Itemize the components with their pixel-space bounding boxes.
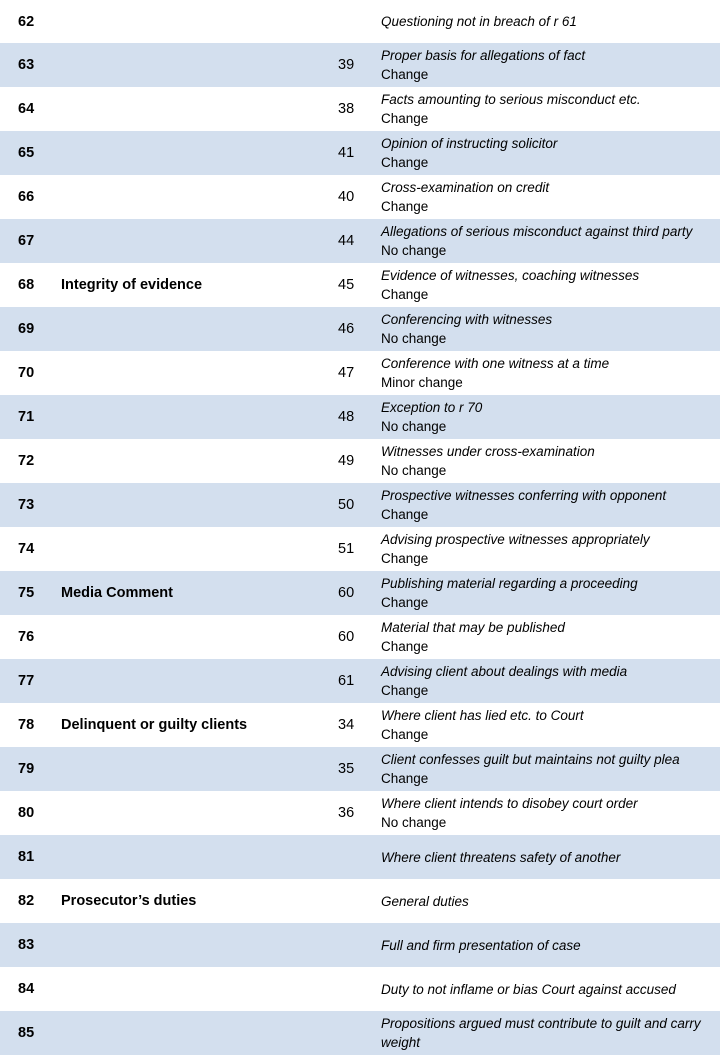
change-status: No change: [381, 243, 447, 258]
rule-description: [381, 706, 720, 744]
rule-description: [381, 980, 720, 999]
rule-description: [381, 1014, 720, 1052]
rule-number: 72: [18, 453, 35, 469]
old-rule-number: 36: [338, 805, 355, 821]
rule-number: 65: [18, 145, 35, 161]
change-status: Change: [381, 727, 429, 742]
rule-title: Conference with one witness at a time: [381, 356, 610, 371]
rule-description: [381, 618, 720, 656]
rule-number: 63: [18, 57, 35, 73]
rule-description: [381, 936, 720, 955]
rule-title: Where client threatens safety of another: [381, 849, 621, 865]
old-rule-number: [320, 14, 381, 30]
rule-title: Advising client about dealings with media: [381, 664, 628, 679]
rule-description: [381, 310, 720, 348]
change-status: No change: [381, 419, 447, 434]
old-rule-number: [320, 1025, 381, 1041]
rule-number: 83: [18, 937, 35, 953]
table-row: [0, 439, 720, 483]
change-status: Change: [381, 507, 429, 522]
rule-description: [381, 90, 720, 128]
table-row: [0, 571, 720, 615]
table-row: [0, 131, 720, 175]
rule-number: 66: [18, 189, 35, 205]
old-rule-number: 46: [338, 321, 355, 337]
old-rule-number: 45: [338, 277, 355, 293]
rule-number: 77: [18, 673, 35, 689]
rule-number: 82: [18, 893, 35, 909]
change-status: Change: [381, 551, 429, 566]
change-status: Minor change: [381, 375, 463, 390]
rule-number: 68: [18, 277, 35, 293]
old-rule-number: 48: [338, 409, 355, 425]
change-status: Change: [381, 67, 429, 82]
table-row: [0, 879, 720, 923]
rule-title: Propositions argued must contribute to guilt and carry weight: [381, 1016, 701, 1050]
old-rule-number: 40: [338, 189, 355, 205]
change-status: Change: [381, 683, 429, 698]
rule-description: [381, 134, 720, 172]
table-row: [0, 219, 720, 263]
rule-number: 81: [18, 849, 35, 865]
table-row: [0, 43, 720, 87]
rule-number: 73: [18, 497, 35, 513]
rule-title: Proper basis for allegations of fact: [381, 48, 586, 63]
change-status: Change: [381, 111, 429, 126]
table-row: [0, 0, 720, 43]
table-row: [0, 351, 720, 395]
rule-title: Facts amounting to serious misconduct etc.: [381, 92, 641, 107]
rule-title: Allegations of serious misconduct against third party: [381, 224, 693, 239]
rule-title: Cross-examination on credit: [381, 180, 550, 195]
old-rule-number: 60: [338, 629, 355, 645]
rule-title: Conferencing with witnesses: [381, 312, 553, 327]
table-row: [0, 527, 720, 571]
rule-description: [381, 486, 720, 524]
table-row: [0, 747, 720, 791]
old-rule-number: [320, 981, 381, 997]
old-rule-number: 38: [338, 101, 355, 117]
table-row: [0, 1011, 720, 1055]
table-row: [0, 395, 720, 439]
table-row: [0, 923, 720, 967]
rule-title: Where client has lied etc. to Court: [381, 708, 584, 723]
change-status: Change: [381, 155, 429, 170]
rule-description: [381, 750, 720, 788]
rule-description: [381, 662, 720, 700]
rule-topic: Delinquent or guilty clients: [61, 717, 248, 733]
old-rule-number: 51: [338, 541, 355, 557]
old-rule-number: 50: [338, 497, 355, 513]
rule-number: 71: [18, 409, 35, 425]
table-row: [0, 659, 720, 703]
table-row: [0, 835, 720, 879]
table-row: [0, 175, 720, 219]
old-rule-number: 44: [338, 233, 355, 249]
rule-title: Full and firm presentation of case: [381, 937, 581, 953]
rule-description: [381, 530, 720, 568]
rule-number: 69: [18, 321, 35, 337]
rule-title: General duties: [381, 893, 469, 909]
rule-number: 79: [18, 761, 35, 777]
rule-description: [381, 222, 720, 260]
table-row: [0, 307, 720, 351]
old-rule-number: 61: [338, 673, 355, 689]
rule-description: [381, 442, 720, 480]
table-row: [0, 615, 720, 659]
table-row: [0, 703, 720, 747]
rule-title: Evidence of witnesses, coaching witnesses: [381, 268, 640, 283]
rule-description: [381, 178, 720, 216]
rule-number: 80: [18, 805, 35, 821]
rule-title: Opinion of instructing solicitor: [381, 136, 558, 151]
old-rule-number: [320, 893, 381, 909]
old-rule-number: 34: [338, 717, 355, 733]
change-status: Change: [381, 199, 429, 214]
table-row: [0, 263, 720, 307]
rule-number: 74: [18, 541, 35, 557]
rule-description: [381, 266, 720, 304]
rule-title: Publishing material regarding a proceeding: [381, 576, 638, 591]
rule-title: Where client intends to disobey court order: [381, 796, 638, 811]
change-status: Change: [381, 639, 429, 654]
rule-number: 62: [18, 13, 35, 30]
change-status: Change: [381, 595, 429, 610]
rule-description: [381, 848, 720, 867]
rule-title: Duty to not inflame or bias Court against accused: [381, 981, 676, 997]
change-status: No change: [381, 815, 447, 830]
old-rule-number: 41: [338, 145, 355, 161]
rule-description: [381, 398, 720, 436]
old-rule-number: 39: [338, 57, 355, 73]
change-status: No change: [381, 331, 447, 346]
rule-number: 70: [18, 365, 35, 381]
table-row: [0, 967, 720, 1011]
rule-title: Questioning not in breach of r 61: [381, 14, 577, 29]
table-row: [0, 87, 720, 131]
rule-title: Witnesses under cross-examination: [381, 444, 595, 459]
change-status: Change: [381, 287, 429, 302]
rule-topic: Prosecutor’s duties: [61, 893, 197, 909]
rule-number: 67: [18, 233, 35, 249]
rule-description: [381, 354, 720, 392]
old-rule-number: [320, 849, 381, 865]
old-rule-number: 47: [338, 365, 355, 381]
rule-topic: Integrity of evidence: [61, 277, 203, 293]
rule-number: 84: [18, 981, 35, 997]
table-row: [0, 791, 720, 835]
rule-description: [381, 12, 720, 31]
rule-number: 75: [18, 585, 35, 601]
rule-title: Client confesses guilt but maintains not guilty plea: [381, 752, 680, 767]
rule-title: Prospective witnesses conferring with opponent: [381, 488, 667, 503]
old-rule-number: 35: [338, 761, 355, 777]
rule-description: [381, 892, 720, 911]
change-status: No change: [381, 463, 447, 478]
rule-number: 64: [18, 101, 35, 117]
rule-number: 85: [18, 1025, 35, 1041]
old-rule-number: [320, 937, 381, 953]
rule-description: [381, 574, 720, 612]
rule-description: [381, 46, 720, 84]
rule-number: 76: [18, 629, 35, 645]
change-status: Change: [381, 771, 429, 786]
rule-topic: Media Comment: [61, 585, 173, 601]
old-rule-number: 60: [338, 585, 355, 601]
rule-title: Advising prospective witnesses appropriately: [381, 532, 650, 547]
old-rule-number: 49: [338, 453, 355, 469]
rule-title: Exception to r 70: [381, 400, 483, 415]
rule-number: 78: [18, 717, 35, 733]
table-row: [0, 483, 720, 527]
rule-title: Material that may be published: [381, 620, 565, 635]
rule-description: [381, 794, 720, 832]
